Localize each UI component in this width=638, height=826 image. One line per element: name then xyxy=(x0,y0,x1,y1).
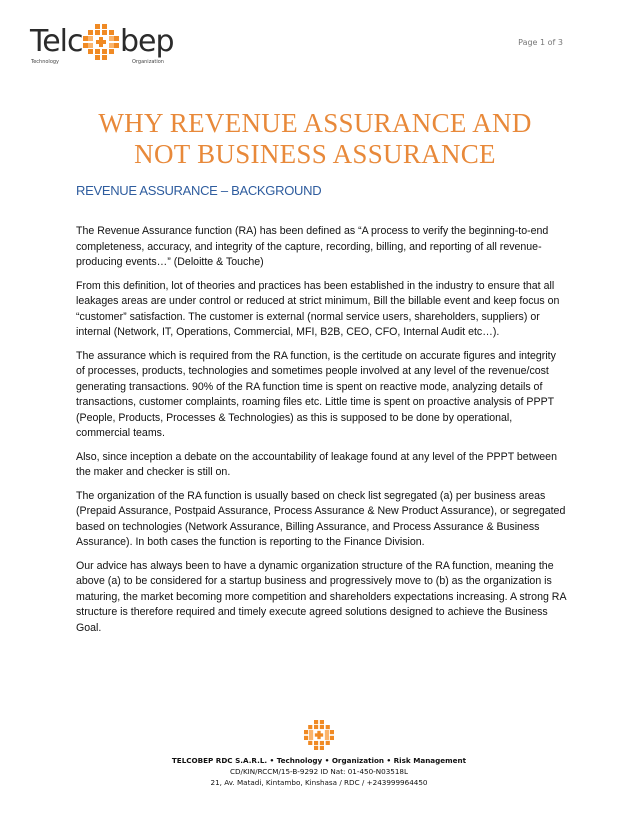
title-line-2: NOT BUSINESS ASSURANCE xyxy=(134,139,496,169)
logo-tagline-left: Technology xyxy=(31,59,60,65)
body-text xyxy=(76,224,566,644)
paragraph: The assurance which is required from the RA function, is the certitude on accurate figures and integrity of processes, products, technologies and sometimes people involved at any level of the revenue/cost generating transactions. 90% of the RA function time is spent on reactive mode, analyzing details of transactions, customer complaints, roaming files etc. Little time is spent on proactive analysis of PPPT (People, Products, Processes & Technologies) as this is supposed to be done by operational, commercial teams. xyxy=(76,349,556,439)
logo-emblem-icon xyxy=(83,24,119,60)
footer-registration-line: CD/KIN/RCCM/15-B-9292 ID Nat: 01-450-N03518L xyxy=(229,767,409,776)
page-number: Page 1 of 3 xyxy=(518,38,563,47)
logo-wordmark-right: bep xyxy=(120,24,174,59)
company-logo xyxy=(30,22,182,68)
paragraph: The Revenue Assurance function (RA) has been defined as “A process to verify the beginning-to-end completeness, accuracy, and integrity of the capture, recording, billing, and reporting of all revenue-producing events…” (Deloitte & Touche) xyxy=(76,225,549,268)
page-footer xyxy=(0,755,638,788)
section-heading: REVENUE ASSURANCE – BACKGROUND xyxy=(76,183,322,198)
logo-wordmark-left: Telc xyxy=(30,24,83,59)
logo-tagline-right: Organization xyxy=(132,59,164,65)
paragraph: The organization of the RA function is usually based on check list segregated (a) per business areas (Prepaid Assurance, Postpaid Assurance, Process Assurance & New Product Assurance), or segregated based on technologies (Network Assurance, Billing Assurance, and Process Assurance & Business Assurance). In both cases the function is reporting to the Finance Division. xyxy=(76,489,566,548)
footer-company-line: TELCOBEP RDC S.A.R.L. • Technology • Organization • Risk Management xyxy=(171,756,467,765)
title-line-1: WHY REVENUE ASSURANCE AND xyxy=(98,108,532,138)
footer-address-line: 21, Av. Matadi, Kintambo, Kinshasa / RDC / +243999964450 xyxy=(210,778,428,787)
paragraph: From this definition, lot of theories and practices has been established in the industry to ensure that all leakages areas are under control or reduced at strict minimum, Bill the billable event and keep focus on “customer” satisfaction. The customer is external (normal service users, shareholders, suppliers) or internal (Network, IT, Operations, Commercial, MFI, B2B, CEO, CFO, Internal Audit etc…). xyxy=(76,279,560,338)
footer-emblem-icon xyxy=(304,720,334,750)
paragraph: Also, since inception a debate on the accountability of leakage found at any level of the PPPT between the maker and checker is still on. xyxy=(76,450,557,478)
document-title xyxy=(60,108,570,170)
paragraph: Our advice has always been to have a dynamic organization structure of the RA function, meaning the above (a) to be considered for a startup business and progressively move to (b) as the organization is maturing, the market becoming more competition and shareholders expectations increasing. A strong RA structure is therefore required and timely execute agreed solutions designed to achieve the Business Goal. xyxy=(76,559,566,634)
